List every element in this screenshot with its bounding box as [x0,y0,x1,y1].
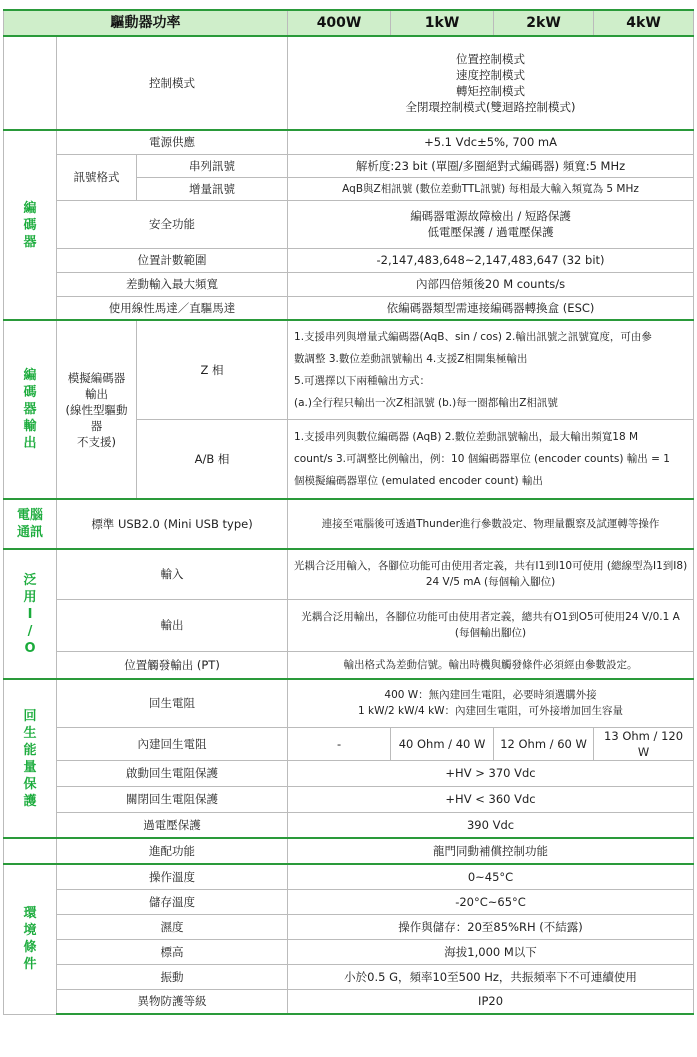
op-temp-value: 0~45°C [288,864,694,889]
advanced-row [4,838,694,864]
builtin-regen-2kw: 12 Ohm / 60 W [494,727,594,760]
ip-row [4,989,694,1014]
ab-phase-value: 1.支援串列與數位編碼器 (AqB) 2.數位差動訊號輸出，最大輸出頻寬18 M count/s 3.可調整比例輸出，例：10 個編碼器單位 (encoder counts) 輸出 = 1 個模擬編碼器單位 (emulated encoder count) 輸出 [288,419,694,499]
gpio-output-row [4,599,694,651]
z-phase-value: 1.支援串列與增量式編碼器(AqB、sin / cos) 2.輸出訊號之訊號寬度，可由參 數調整 3.數位差動訊號輸出 4.支援Z相開集極輸出 5.可選擇以下兩種輸出方式： (a.)全行程只輸出一次Z相訊號 (b.)每一圈都輸出Z相訊號 [288,320,694,419]
encoder-diff-row [4,272,694,296]
encoder-output-z-row [4,320,694,419]
emulated-encoder-label: 模擬編碼器 輸出 (線性型驅動器 不支援) [57,320,137,499]
gpio-pt-row [4,651,694,679]
ab-phase-label: A/B 相 [137,419,288,499]
serial-signal-label: 串列訊號 [137,154,288,177]
header-row [4,10,694,36]
regen-stop-label: 關閉回生電阻保護 [57,786,288,812]
vibration-label: 振動 [57,964,288,989]
count-range-value: -2,147,483,648~2,147,483,647 (32 bit) [288,248,694,272]
ip-value: IP20 [288,989,694,1014]
builtin-regen-400w: - [288,727,391,760]
header-4kw: 4kW [594,10,694,36]
encoder-safety-row [4,200,694,248]
humidity-label: 濕度 [57,914,288,939]
pc-comm-row [4,499,694,549]
pt-output-label: 位置觸發輸出 (PT) [57,651,288,679]
regen-resistor-row [4,679,694,727]
pt-output-value: 輸出格式為差動信號。輸出時機與觸發條件必須經由參數設定。 [288,651,694,679]
op-temp-label: 操作溫度 [57,864,288,889]
regen-resistor-label: 回生電阻 [57,679,288,727]
count-range-label: 位置計數範圍 [57,248,288,272]
header-2kw: 2kW [494,10,594,36]
serial-signal-value: 解析度:23 bit (單圈/多圈絕對式編碼器) 頻寬:5 MHz [288,154,694,177]
regen-start-row [4,760,694,786]
altitude-value: 海拔1,000 M以下 [288,939,694,964]
control-mode-line: 轉矩控制模式 [456,84,526,98]
overvoltage-row [4,812,694,838]
encoder-serial-row [4,154,694,177]
gpio-output-value: 光耦合泛用輸出，各腳位功能可由使用者定義，總共有O1到O5可使用24 V/0.1 A (每個輸出腳位) [288,599,694,651]
altitude-row [4,939,694,964]
builtin-regen-4kw: 13 Ohm / 120 W [594,727,694,760]
regen-group: 回 生 能 量 保 護 [4,679,57,838]
incremental-signal-value: AqB與Z相訊號 (數位差動TTL訊號) 每相最大輸入頻寬為 5 MHz [288,177,694,200]
control-mode-line: 速度控制模式 [456,68,526,82]
humidity-row [4,914,694,939]
spec-table [3,9,694,1015]
control-mode-group [4,36,57,130]
regen-stop-value: +HV < 360 Vdc [288,786,694,812]
ip-label: 異物防護等級 [57,989,288,1014]
storage-temp-row [4,889,694,914]
op-temp-row [4,864,694,889]
incremental-signal-label: 增量訊號 [137,177,288,200]
regen-resistor-value: 400 W：無內建回生電阻，必要時須選購外接 1 kW/2 kW/4 kW：內建回生電阻，可外接增加回生容量 [288,679,694,727]
control-mode-row [4,36,694,130]
altitude-label: 標高 [57,939,288,964]
builtin-regen-row [4,727,694,760]
encoder-power-row [4,130,694,154]
gpio-input-label: 輸入 [57,549,288,599]
diff-input-value: 內部四倍頻後20 M counts/s [288,272,694,296]
control-mode-label: 控制模式 [57,36,288,130]
encoder-power-value: +5.1 Vdc±5%, 700 mA [288,130,694,154]
header-1kw: 1kW [391,10,494,36]
linear-motor-value: 依編碼器類型需連接編碼器轉換盒 (ESC) [288,296,694,320]
header-400w: 400W [288,10,391,36]
humidity-value: 操作與儲存：20至85%RH (不結露) [288,914,694,939]
safety-label: 安全功能 [57,200,288,248]
gpio-input-row [4,549,694,599]
control-mode-line: 位置控制模式 [456,52,526,66]
regen-start-label: 啟動回生電阻保護 [57,760,288,786]
gpio-output-label: 輸出 [57,599,288,651]
gpio-input-value: 光耦合泛用輸入，各腳位功能可由使用者定義，共有I1到I10可使用 (總線型為I1到I8) 24 V/5 mA (每個輸入腳位) [288,549,694,599]
header-title: 驅動器功率 [4,10,288,36]
linear-motor-label: 使用線性馬達／直驅馬達 [57,296,288,320]
z-phase-label: Z 相 [137,320,288,419]
encoder-linear-row [4,296,694,320]
control-mode-value [288,36,694,130]
builtin-regen-1kw: 40 Ohm / 40 W [391,727,494,760]
builtin-regen-label: 內建回生電阻 [57,727,288,760]
pc-comm-group: 電腦 通訊 [4,499,57,549]
regen-start-value: +HV > 370 Vdc [288,760,694,786]
encoder-count-row [4,248,694,272]
advanced-group [4,838,57,864]
control-mode-line: 全閉環控制模式(雙迴路控制模式) [405,100,576,114]
advanced-label: 進配功能 [57,838,288,864]
regen-stop-row [4,786,694,812]
signal-format-label: 訊號格式 [57,154,137,200]
usb-value: 連接至電腦後可透過Thunder進行參數設定、物理量觀察及試運轉等操作 [288,499,694,549]
storage-temp-label: 儲存溫度 [57,889,288,914]
overvoltage-label: 過電壓保護 [57,812,288,838]
advanced-value: 龍門同動補償控制功能 [288,838,694,864]
overvoltage-value: 390 Vdc [288,812,694,838]
encoder-power-label: 電源供應 [57,130,288,154]
usb-label: 標準 USB2.0 (Mini USB type) [57,499,288,549]
vibration-value: 小於0.5 G，頻率10至500 Hz，共振頻率下不可連續使用 [288,964,694,989]
diff-input-label: 差動輸入最大頻寬 [57,272,288,296]
encoder-output-group: 編 碼 器 輸 出 [4,320,57,499]
vibration-row [4,964,694,989]
storage-temp-value: -20°C~65°C [288,889,694,914]
safety-value: 編碼器電源故障檢出 / 短路保護 低電壓保護 / 過電壓保護 [288,200,694,248]
gpio-group: 泛 用 I / O [4,549,57,679]
encoder-group: 編 碼 器 [4,130,57,320]
environment-group: 環 境 條 件 [4,864,57,1014]
